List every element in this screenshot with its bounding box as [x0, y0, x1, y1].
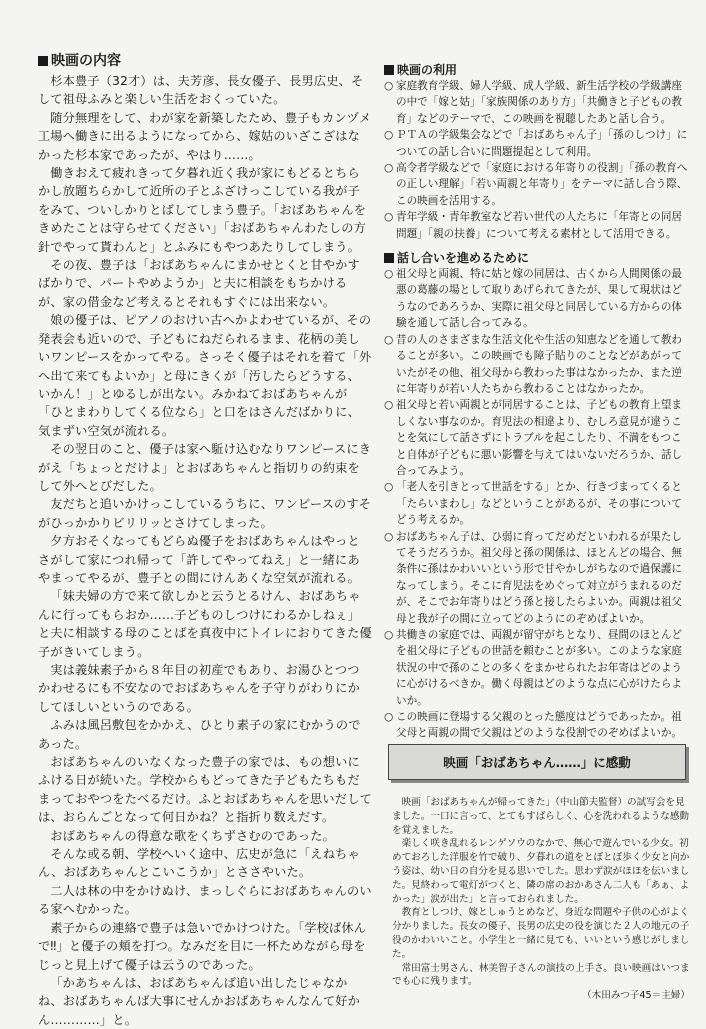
review-letter: [392, 796, 690, 1003]
usage-column: [384, 62, 688, 758]
list-item: ○ おばあちゃん子は、ひ弱に育ってだめだといわれるが果たしてそうだろうか。祖父母と孫の関係は、ほとんどの場合、無条件に孫はかわいいという形で甘やかしがちなので過保護になってしまう。そこに育児法をめぐって対立がうまれるのだが、そこでお年寄りはどう孫と接したらよいか。両親は祖父母と我が子の間に立ってどのようにのぞめばよいか。: [384, 530, 683, 625]
circle-bullet-icon: ○: [384, 80, 394, 92]
story-paragraph-11: ふみは風呂敷包をかかえ、ひとり素子の家にむかうのであった。: [38, 718, 361, 751]
circle-bullet-icon: ○: [384, 333, 394, 346]
story-paragraph-16: 素子からの連絡で豊子は急いでかけつけた。「学校ば休んで‼」と優子の頬を打つ。なみだを目に一杯ためながら母をじっと見上げて優子は云うのであった。: [38, 920, 367, 972]
story-paragraph-14: そんな或る朝、学校へいく途中、広史が急に「えねちゃん、おばあちゃんとこいこうか」とささやいた。: [38, 847, 360, 880]
list-item: ○ 「老人を引きとって世話をする」とか、行きづまってくると「たらいまわし」などということがあるが、その事についてどう考えるか。: [384, 481, 682, 527]
circle-bullet-icon: ○: [384, 211, 394, 224]
review-paragraph-1: 映画「おばあちゃんが帰ってきた」（中山節夫監督）の試写会を見ました。一口に言って、とてもすばらしく、心を洗われるような感動を覚えました。: [392, 797, 690, 836]
review-banner: 映画「おばあちゃん……」に感動: [388, 744, 686, 780]
list-item: ○ ＰＴＡの学級集会などで「おばあちゃん子」「孫のしつけ」についての話し合いに問題提起として利用。: [384, 129, 688, 158]
story-paragraph-9: 「妹夫婦の方で来て欲しかと云うとるけん、おばあちゃんに行ってもらおか……子どものしつけにわるかしねぇ」と夫に相談する母のことばを真夜中にトイレにおりてきた優子がきいてしまう。: [38, 589, 372, 659]
list-item: ○ この映画に登場する父親のとった態度はどうであったか。祖父母と両親の間で父親はどのような役割でのぞめばよいか。: [384, 711, 683, 740]
square-bullet-icon: [384, 253, 394, 263]
story-paragraph-2: 随分無理をして、わが家を新築したため、豊子もカンヅメ工場へ働きに出るようになってから、嫁姑のいざこざはなかった杉本家であったが、やはり……。: [38, 110, 372, 162]
story-paragraph-3: 働きおえて疲れきって夕暮れ近く我が家にもどるとちらかし放題ちらかして近所の子とふざけっこしている我が子をみて、ついしかりとばしてしまう豊子。「おばあちゃんをきめたことは守らせてください」「おばあちゃんわたしの方針でやって貰わんと」とふみにもやつあたりしてしまう。: [38, 166, 367, 254]
story-paragraph-17: 「かあちゃんは、おばあちゃんば追い出したじゃなかね、おばあちゃんば大事にせんかおばあちゃんなんて好かん…………」と。: [38, 975, 361, 1027]
review-paragraph-4: 常田富士男さん、林美智子さんの演技の上手さ。良い映画はいつまでも心に残ります。: [392, 962, 690, 988]
list-item: ○ 昔の人のさまざまな生活文化や生活の知恵などを通して教わることが多い。この映画でも障子貼りのことなどがあがっていたがその他、祖父母から教わった事はなかったか、また逆に年寄りが若い人たちから教わることはなかったか。: [384, 333, 683, 395]
story-paragraph-6: その翌日のこと、優子は家へ駈け込むなりワンピースにきがえ「ちょっとだけよ」とおばあちゃんと指切りの約束をして外へとびだした。: [38, 442, 372, 493]
review-signature: （木田みつ子45＝主婦）: [582, 990, 690, 1002]
list-item: ○ 祖父母と若い両親とが同居することは、子どもの教育上望ましくない事なのか。育児法の相違より、むしろ意見が違うことを気にして話さずにトラブルを起こしたり、不満をもつこと自体が子どもに悪い影響を与えてはいないだろうか、話し合ってみよう。: [384, 399, 683, 477]
story-paragraph-10: 実は義妹素子から８年目の初産でもあり、お湯ひとつつかわせるにも不安なのでおばあちゃんを子守りがわりにかしてほしいというのである。: [38, 663, 361, 714]
list-item: ○ 青年学級・青年教室など若い世代の人たちに「年寄との同居問題」「親の扶養」について考える素材として活用できる。: [384, 211, 683, 240]
circle-bullet-icon: ○: [384, 530, 394, 543]
story-paragraph-1: 杉本豊子（32才）は、夫芳彦、長女優子、長男広史、そして祖母ふみと楽しい生活をおくっていた。: [38, 74, 364, 107]
film-usage-heading: 映画の利用: [384, 62, 688, 78]
review-paragraph-2: 楽しく咲き乱れるレンゲソウのなかで、無心で遊んでいる少女。初めておろした洋服を竹で破り、夕暮れの道をとぼとぼ歩く少女と向かう姿は、幼い日の自分を見る思いでした。思わず涙がほほを伝いました。見終わって電灯がつくと、隣の席のおかあさん二人も「あぁ、よかった」涙が出た」と言っておられました。: [392, 838, 690, 905]
circle-bullet-icon: ○: [384, 481, 394, 494]
circle-bullet-icon: ○: [384, 399, 394, 412]
story-paragraph-12: おばあちゃんのいなくなった豊子の家では、もの想いにふける日が続いた。学校からもどってきた子どもたちもだまっておやつをたべるだけ。ふとおばあちゃんを思いだしては、おらんごとなって何日かね？と指折り数えだす。: [38, 755, 372, 825]
story-paragraph-13: おばあちゃんの得意な歌をくちずさむのであった。: [50, 828, 335, 843]
film-content-column: [38, 52, 372, 1029]
story-paragraph-7: 友だちと追いかけっこしているうちに、ワンピースのすそがひっかかりビリリッとさけてしまった。: [38, 497, 372, 530]
list-item: ○ 祖父母と両親、特に姑と嫁の同居は、古くから人間関係の最悪の葛藤の場として取りあげられてきたが、果して現状はどうなのであろうか、実際に祖父母と同居している方からの体験を通して話し合ってみる。: [384, 268, 683, 330]
discussion-list: [384, 266, 688, 758]
list-item: ○ 高令者学級などで「家庭における年寄りの役割」「孫の教育への正しい理解」「若い両親と年寄り」をテーマに話し合う際、この映画を活用する。: [384, 162, 688, 207]
story-paragraph-5: 娘の優子は、ピアノのおけい古へかよわせているが、その発表会も近いので、子どもにねだられるまま、花柄の美しいワンピースをかってやる。さっそく優子はそれを着て「外へ出て来てもよいか」と母にきくが「汚したらどうする、いかん！」とゆるしが出ない。みかねておばあちゃんが「ひとまわりしてくる位なら」と口をはさんだばかりに、気まずい空気が流れる。: [38, 313, 372, 438]
circle-bullet-icon: ○: [384, 711, 394, 724]
film-content-heading: 映画の内容: [38, 52, 372, 70]
discussion-heading: 話し合いを進めるために: [384, 250, 688, 266]
square-bullet-icon: [384, 65, 394, 75]
review-paragraph-3: 教育としつけ、嫁としゅうとめなど、身近な問題や子供の心がよく分かりました。長女の優子、長男の広史の役を演じた２人の地元の子役のかわいいこと。小学生と一緒に見ても、いいという感じがしました。: [392, 907, 690, 960]
circle-bullet-icon: ○: [384, 162, 394, 175]
circle-bullet-icon: ○: [384, 268, 394, 281]
list-item: ○ 共働きの家庭では、両親が留守がちとなり、昼間のほとんどを祖父母に子どもの世話を頼むことが多い。このような家庭状況の中で孫のことの多くをまかせられたお年寄はどのように心がけるべきか。働く母親はどのような点に心がけたらよいか。: [384, 629, 683, 707]
circle-bullet-icon: ○: [384, 629, 394, 641]
story-paragraph-8: 夕方おそくなってもどらぬ優子をおばあちゃんはやっとさがして家につれ帰って「許してやってねえ」と一緒にあやまってやるが、豊子との間にけんあくな空気が流れる。: [38, 534, 361, 585]
circle-bullet-icon: ○: [384, 129, 394, 142]
list-item: ○ 家庭教育学級、婦人学級、成人学級、新生活学校の学級講座の中で「嫁と姑」「家族関係のあり方」「共働きと子どもの教育」などのテーマで、この映画を視聴したあと話し合う。: [384, 80, 683, 125]
usage-list: [384, 78, 688, 242]
story-paragraph-4: その夜、豊子は「おばあちゃんにまかせとくと甘やかすばかりで、パートやめようか」と夫に相談をもちかけるが、家の借金など考えるとそれもすぐには出来ない。: [38, 258, 360, 309]
square-bullet-icon: [38, 56, 48, 66]
story-paragraph-15: 二人は林の中をかけぬけ、まっしぐらにおばあちゃんのいる家へむかった。: [38, 883, 372, 917]
